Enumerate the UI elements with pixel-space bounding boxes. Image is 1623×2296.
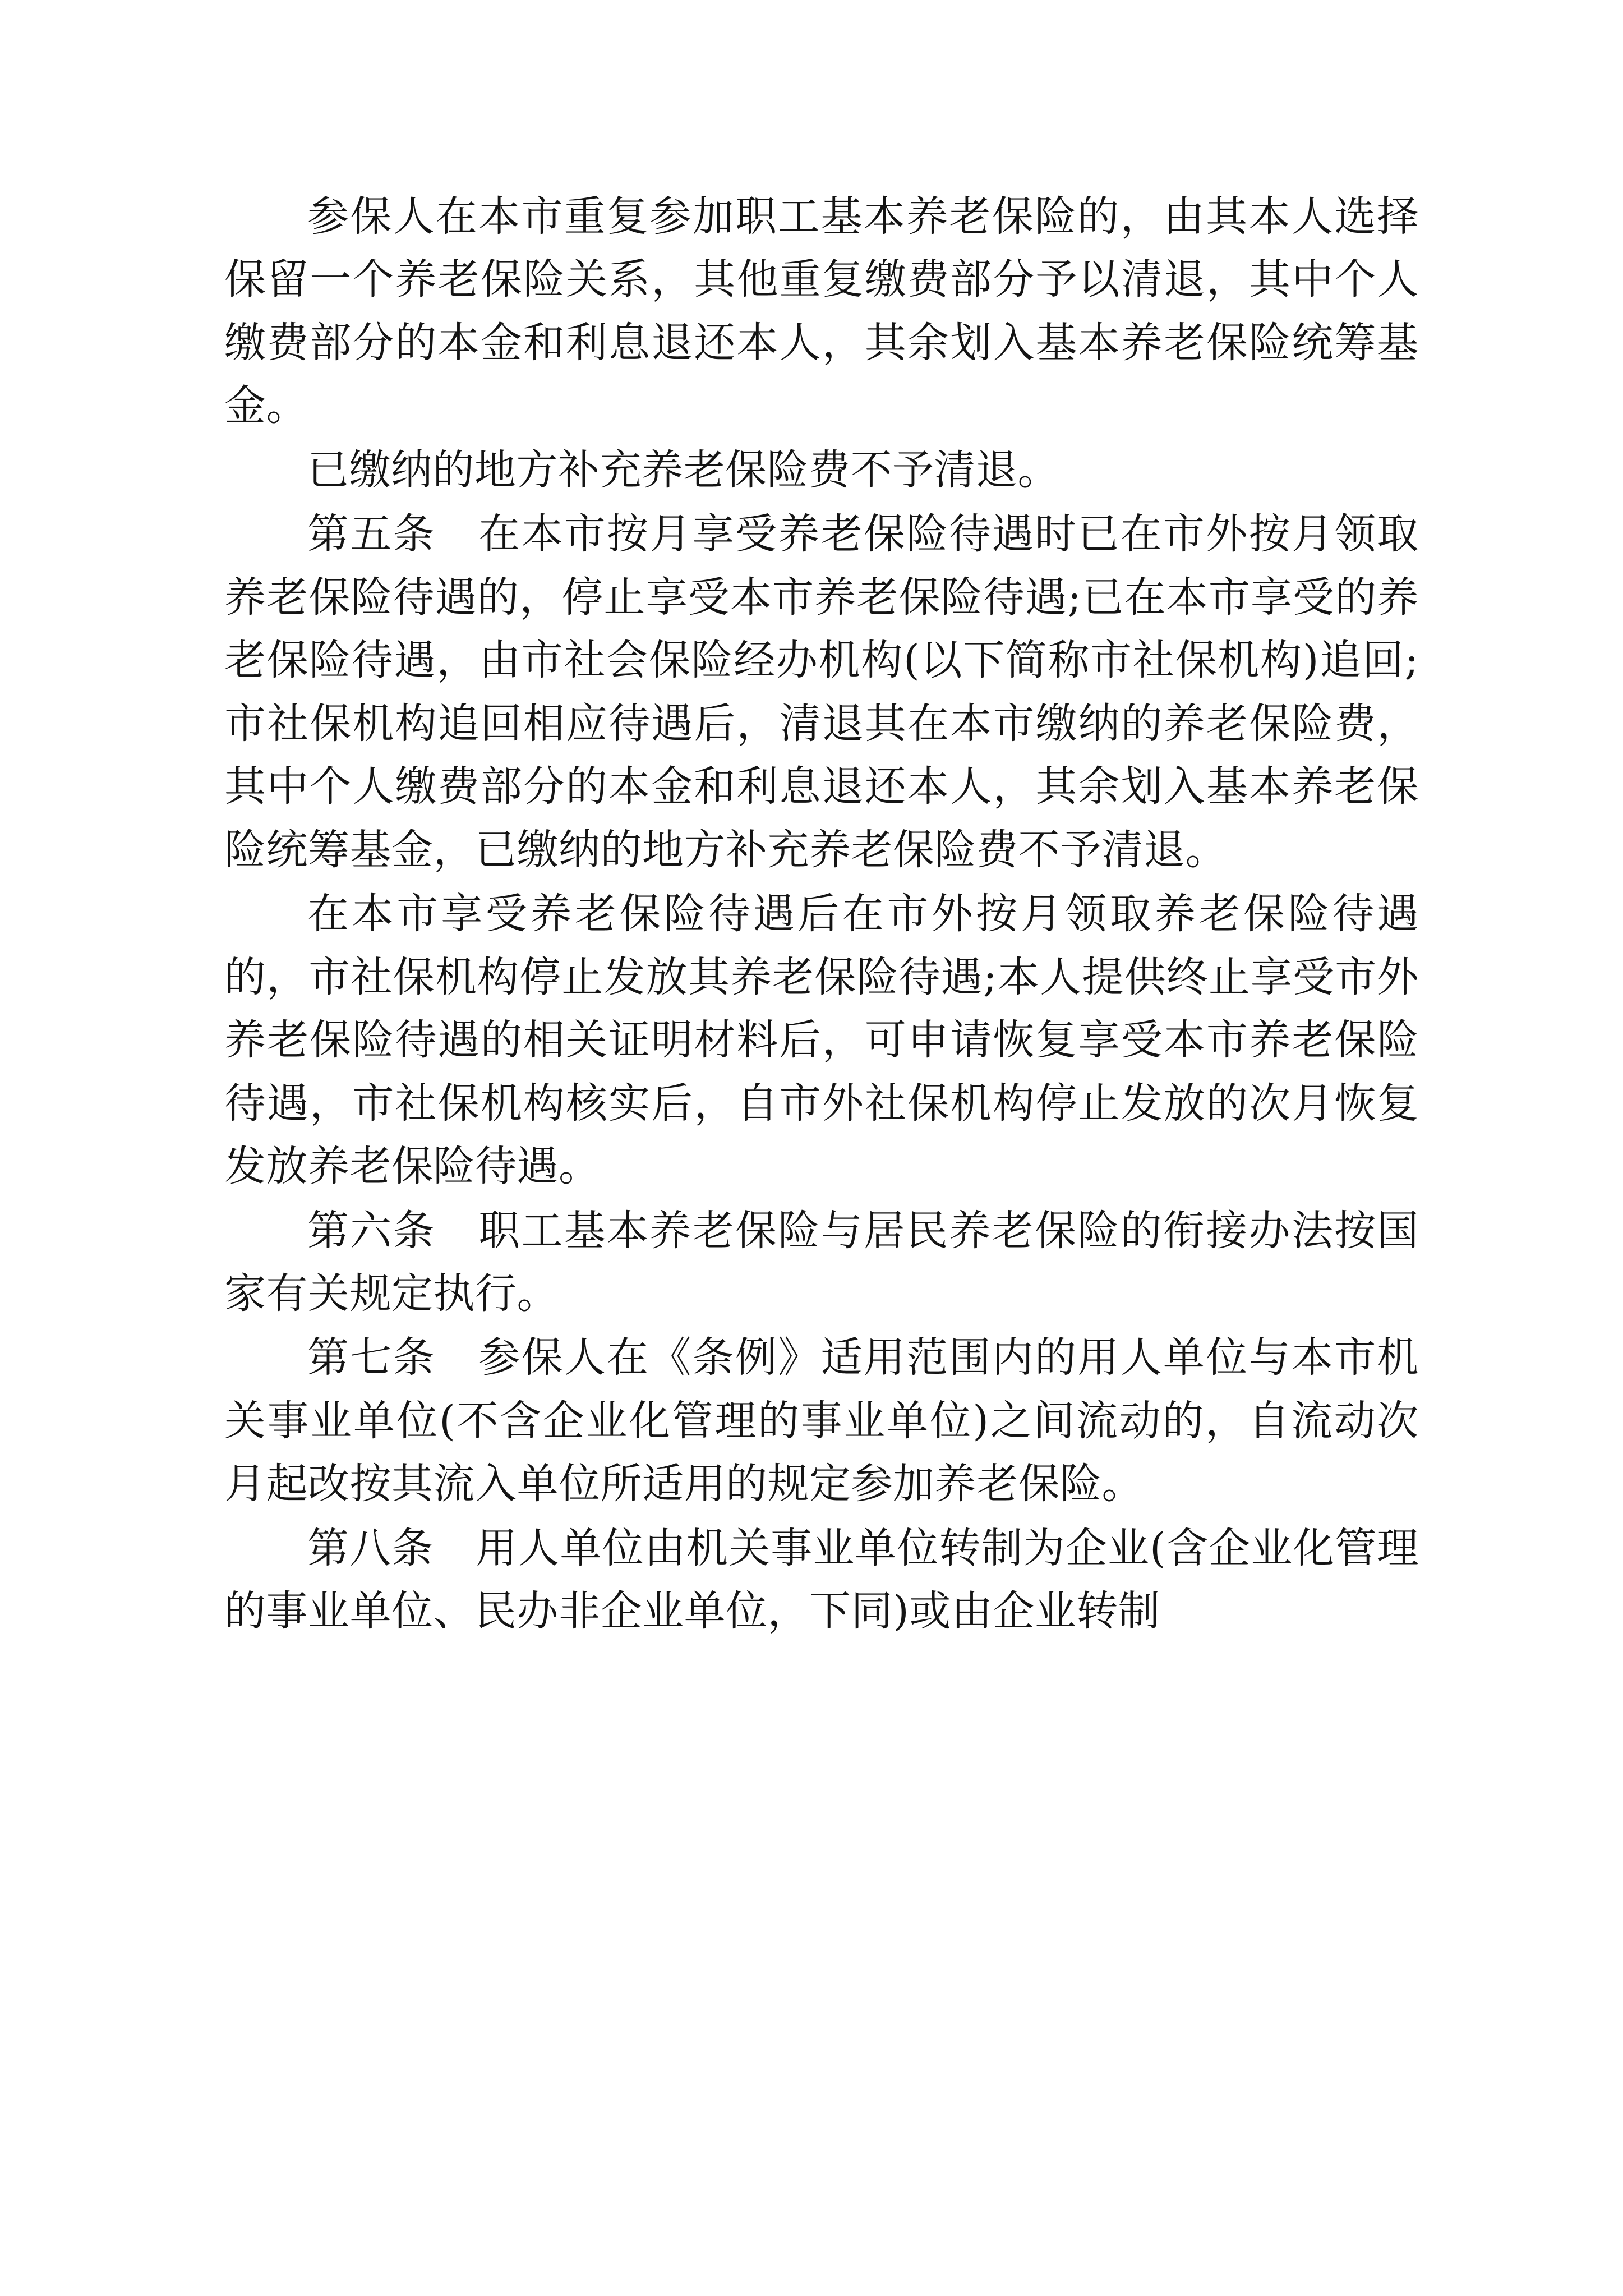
paragraph-article-8: 第八条 用人单位由机关事业单位转制为企业(含企业化管理的事业单位、民办非企业单位，下同)或由企业转制: [224, 1524, 1419, 1636]
paragraph-4: 在本市享受养老保险待遇后在市外按月领取养老保险待遇的，市社保机构停止发放其养老保险待遇;本人提供终止享受市外养老保险待遇的相关证明材料后，可申请恢复享受本市养老保险待遇，市社保机构核实后，自市外社保机构停止发放的次月恢复发放养老保险待遇。: [224, 890, 1419, 1191]
paragraph-article-7: 第七条 参保人在《条例》适用范围内的用人单位与本市机关事业单位(不含企业化管理的事业单位)之间流动的，自流动次月起改按其流入单位所适用的规定参加养老保险。: [224, 1333, 1419, 1508]
paragraph-article-6: 第六条 职工基本养老保险与居民养老保险的衔接办法按国家有关规定执行。: [224, 1206, 1419, 1318]
paragraph-1: 参保人在本市重复参加职工基本养老保险的，由其本人选择保留一个养老保险关系，其他重复缴费部分予以清退，其中个人缴费部分的本金和利息退还本人，其余划入基本养老保险统筹基金。: [224, 192, 1419, 430]
paragraph-article-5: 第五条 在本市按月享受养老保险待遇时已在市外按月领取养老保险待遇的，停止享受本市养老保险待遇;已在本市享受的养老保险待遇，由市社会保险经办机构(以下简称市社保机构)追回;市社保机构追回相应待遇后，清退其在本市缴纳的养老保险费，其中个人缴费部分的本金和利息退还本人，其余划入基本养老保险统筹基金，已缴纳的地方补充养老保险费不予清退。: [224, 510, 1419, 874]
paragraph-2: 已缴纳的地方补充养老保险费不予清退。: [307, 445, 1059, 494]
document-body: [224, 185, 1419, 1643]
